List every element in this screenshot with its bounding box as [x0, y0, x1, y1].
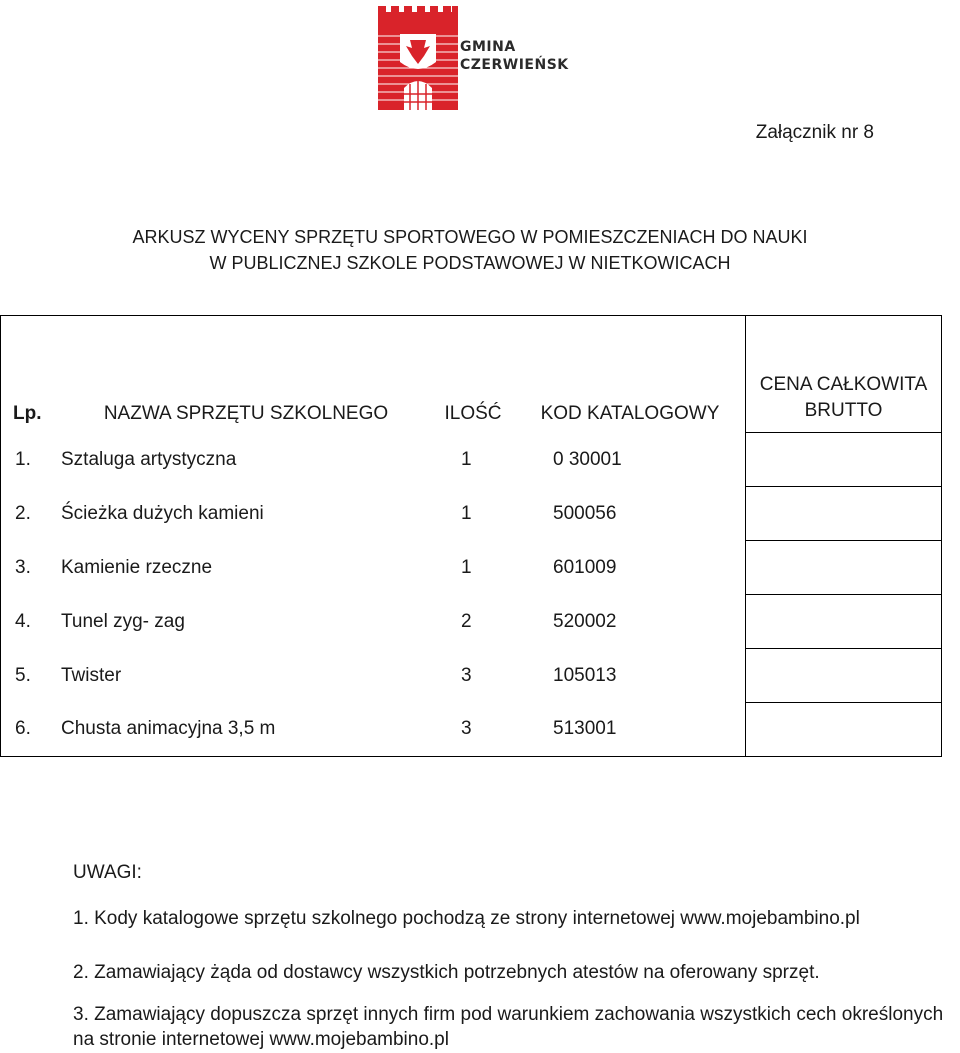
table-row	[1, 487, 942, 541]
row-name: Kamienie rzeczne	[61, 556, 213, 578]
annex-label: Załącznik nr 8	[755, 122, 874, 143]
row-price-cell[interactable]	[746, 433, 942, 487]
row-lp: 5.	[1, 649, 62, 703]
note-item-1: 1. Kody katalogowe sprzętu szkolnego pochodzą ze strony internetowej www.mojebambino.pl	[73, 908, 860, 929]
row-code: 105013	[553, 664, 617, 686]
row-price-cell[interactable]	[746, 595, 942, 649]
row-code: 500056	[553, 502, 617, 524]
row-lp: 4.	[1, 595, 62, 649]
note-item-3: 3. Zamawiający dopuszcza sprzęt innych firm pod warunkiem zachowania wszystkich cech określonych na stronie internetowej www.mojebambino.pl	[73, 1004, 944, 1050]
row-lp: 6.	[1, 703, 62, 757]
row-qty: 1	[461, 556, 472, 578]
row-name: Chusta animacyjna 3,5 m	[61, 703, 431, 757]
header-price	[746, 316, 942, 433]
table-row	[1, 433, 942, 487]
header-lp: Lp.	[1, 316, 62, 433]
row-qty: 3	[431, 703, 515, 757]
header-name: NAZWA SPRZĘTU SZKOLNEGO	[61, 316, 431, 433]
row-price-cell[interactable]	[746, 649, 942, 703]
table-header-row	[1, 316, 942, 433]
table-row	[1, 541, 942, 595]
header-code: KOD KATALOGOWY	[515, 316, 746, 433]
logo-text-czerwiensk: CZERWIEŃSK	[460, 57, 569, 73]
row-lp: 3.	[1, 541, 62, 595]
row-qty: 2	[461, 610, 472, 632]
row-name: Sztaluga artystyczna	[61, 448, 237, 470]
row-qty: 3	[461, 664, 472, 686]
logo-text-gmina: GMINA	[460, 39, 516, 55]
row-qty: 1	[461, 502, 472, 524]
row-code: 0 30001	[553, 448, 622, 470]
row-name: Tunel zyg- zag	[61, 610, 185, 632]
document-title-line2: W PUBLICZNEJ SZKOLE PODSTAWOWEJ W NIETKOWICACH	[209, 253, 731, 273]
header-qty: ILOŚĆ	[431, 316, 515, 433]
row-lp: 2.	[1, 487, 62, 541]
table-row	[1, 595, 942, 649]
header-price-line1: CENA CAŁKOWITA	[759, 374, 928, 395]
row-price-cell[interactable]	[746, 541, 942, 595]
row-lp: 1.	[1, 433, 62, 487]
row-price-cell[interactable]	[746, 487, 942, 541]
row-name: Twister	[61, 664, 122, 686]
row-name: Ścieżka dużych kamieni	[61, 502, 264, 524]
row-code: 513001	[515, 703, 746, 757]
row-qty: 1	[461, 448, 472, 470]
note-item-2: 2. Zamawiający żąda od dostawcy wszystkich potrzebnych atestów na oferowany sprzęt.	[73, 962, 820, 983]
pricing-table	[0, 315, 942, 757]
table-row	[1, 649, 942, 703]
row-code: 601009	[553, 556, 617, 578]
header-price-line2: BRUTTO	[804, 400, 883, 421]
row-code: 520002	[553, 610, 617, 632]
gmina-logo	[376, 4, 569, 112]
notes-title: UWAGI:	[73, 862, 142, 883]
crest-icon	[376, 4, 460, 112]
table-row	[1, 703, 942, 757]
document-title-line1: ARKUSZ WYCENY SPRZĘTU SPORTOWEGO W POMIESZCZENIACH DO NAUKI	[132, 227, 808, 247]
row-price-cell[interactable]	[746, 703, 942, 757]
